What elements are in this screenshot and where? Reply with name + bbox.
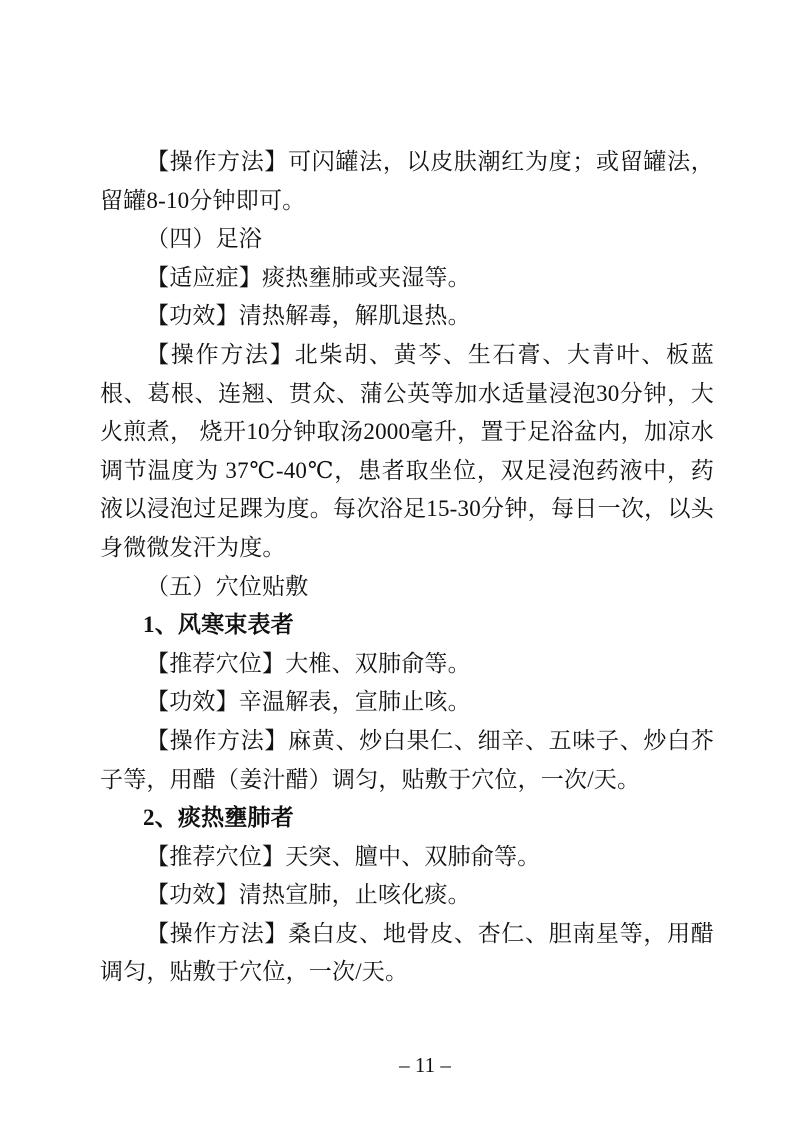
paragraph: 【操作方法】麻黄、炒白果仁、细辛、五味子、炒白芥子等，用醋（姜汁醋）调匀，贴敷于穴位，一次/天。	[100, 727, 714, 792]
paragraph: 【适应症】痰热壅肺或夹湿等。	[146, 264, 471, 290]
numbered-subheading: 2、痰热壅肺者	[143, 805, 294, 831]
document-body	[100, 143, 714, 992]
section-heading: （四）足浴	[146, 226, 262, 252]
numbered-subheading: 1、风寒束表者	[143, 612, 294, 638]
paragraph: 【推荐穴位】大椎、双肺俞等。	[146, 650, 471, 676]
section-heading: （五）穴位贴敷	[146, 573, 309, 599]
paragraph: 【操作方法】可闪罐法，以皮肤潮红为度；或留罐法，留罐8-10分钟即可。	[100, 149, 714, 213]
paragraph: 【功效】辛温解表，宣肺止咳。	[146, 689, 471, 715]
paragraph: 【操作方法】北柴胡、黄芩、生石膏、大青叶、板蓝根、葛根、连翘、贯众、蒲公英等加水适量浸泡30分钟，大火煎煮， 烧开10分钟取汤2000毫升，置于足浴盆内，加凉水调节温度为 37℃-40℃，患者取坐位，双足浸泡药液中，药液以浸泡过足踝为度。每次浴足15-30分钟，每日一次，以头身微微发汗为度。	[100, 341, 714, 560]
paragraph: 【功效】清热宣肺，止咳化痰。	[146, 882, 471, 908]
paragraph: 【功效】清热解毒，解肌退热。	[146, 303, 471, 329]
page-number: – 11 –	[399, 1053, 451, 1077]
paragraph: 【操作方法】桑白皮、地骨皮、杏仁、胆南星等，用醋调匀，贴敷于穴位，一次/天。	[100, 920, 714, 985]
paragraph: 【推荐穴位】天突、膻中、双肺俞等。	[146, 843, 541, 869]
